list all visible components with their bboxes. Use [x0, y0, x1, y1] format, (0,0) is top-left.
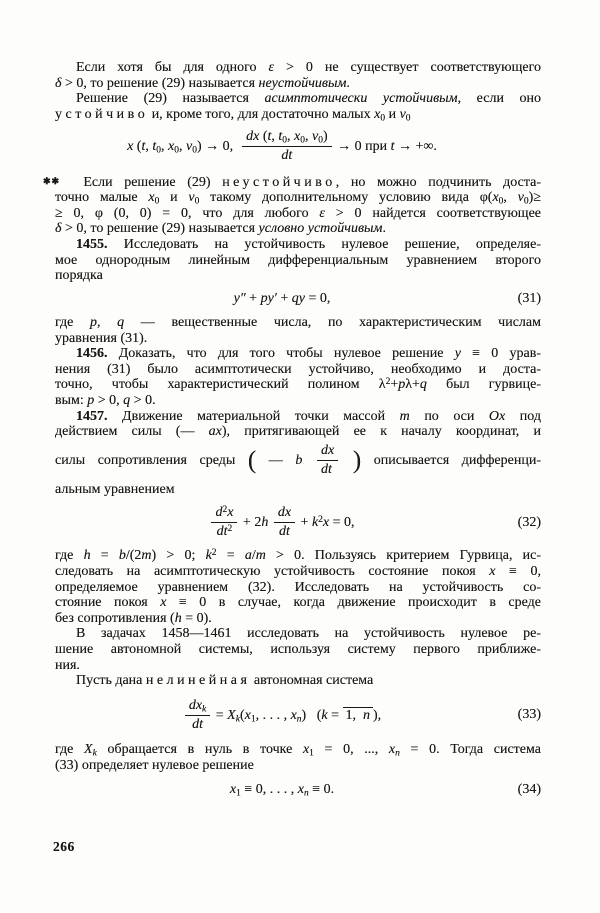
equation-32-body: $\frac{d^2x}{dt^2}$ + 2h $\frac{dx}{dt}$ + $k^2x = 0$, [209, 505, 354, 540]
paragraph-3-line-2: точно малые $x_0$ и $v_0$ такому дополнительному условию вида $\varphi(x_0$, $v_0)\ge$ [55, 190, 542, 207]
paragraph-8-line-5: без сопротивления (h = 0). [55, 610, 212, 626]
paragraph-2-line-1: Решение (29) называется асимптотически устойчивым, если оно [76, 91, 541, 107]
problem-1456-line-1: 1456. Доказать, что для того чтобы нулевое решение y ≡ 0 урав- [76, 346, 541, 362]
paragraph-1-line-1: Если хотя бы для одного ε > 0 не существует соответствующего [76, 60, 541, 75]
problem-1456-line-2: нения (31) было асимптотически устойчиво, необходимо и доста- [55, 361, 541, 377]
paragraph-11-line-1: где $X_k$ обращается в нуль в точке $x_1 = 0$, ..., $x_n = 0$. Тогда система [55, 742, 541, 759]
equation-34 [55, 780, 541, 800]
paragraph-5-line-2: уравнения (31). [55, 330, 148, 346]
paragraph-8-line-3: определяемое уравнением (32). Исследовать на устойчивость со- [55, 579, 541, 595]
equation-34-number: (34) [517, 782, 541, 798]
equation-31-number: (31) [517, 290, 541, 306]
problem-1455-line-1: 1455. Исследовать на устойчивость нулевое решение, определяе- [76, 236, 541, 252]
paragraph-10-line-1: Пусть дана нелинейная автономная система [76, 673, 374, 689]
text-block [43, 60, 542, 800]
paragraph-9-line-2: шение автономной системы, используя систему первого приближе- [55, 642, 541, 658]
problem-1457-line-4: альным уравнением [55, 481, 175, 497]
equation-32-number: (32) [517, 514, 541, 530]
page-number: 266 [53, 839, 75, 854]
problem-1456-line-4: вым: p > 0, q > 0. [55, 392, 156, 408]
paragraph-9-line-1: В задачах 1458—1461 исследовать на устойчивость нулевое ре- [76, 626, 541, 642]
paragraph-9-line-3: ния. [55, 657, 80, 673]
paragraph-8-line-2: следовать на асимптотическую устойчивость состояние покоя x ≡ 0, [55, 564, 541, 580]
paragraph-3-line-3: ≥ 0, φ (0, 0) = 0, что для любого ε > 0 найдется соответствующее [55, 205, 541, 221]
paragraph-8-line-1: где h = b/(2m) > 0; $k^2 = a/m > 0$. Пользуясь критерием Гурвица, ис- [55, 548, 541, 564]
paragraph-3-line-4: δ > 0, то решение (29) называется условно устойчивым. [55, 221, 386, 237]
problem-1455-line-3: порядка [55, 268, 103, 284]
problem-1455-line-2: мое однородным линейным дифференциальным уравнением второго [55, 252, 541, 268]
paragraph-5-line-1: где p, q — вещественные числа, по характеристическим числам [55, 314, 541, 330]
equation-31-body: y″ + py′ + qy = 0, [233, 290, 331, 306]
paragraph-11-line-2: (33) определяет нулевое решение [55, 757, 254, 773]
paragraph-3-line-1: ✱✱ Если решение (29) неустойчиво, но можно подчинить доста- [43, 174, 541, 190]
equation-33-number: (33) [517, 707, 541, 723]
equation-31 [55, 289, 541, 309]
problem-1457-line-3: силы сопротивления среды ( — b $\frac{dx}{dt}$ ) описывается дифференци- [55, 442, 542, 477]
display-formula-limit [55, 129, 541, 164]
equation-33-body: $\frac{dx_k}{dt}$ = $X_k(x_1$, . . . , $x_n$) (k = 1, n ), [183, 698, 381, 733]
problem-1456-line-3: точно, чтобы характеристический полином $\lambda^2+p\lambda+q$ был гурвице- [55, 377, 541, 393]
problem-1457-line-2: действием силы (— ax), притягивающей ее к началу координат, и [55, 424, 541, 440]
equation-33 [55, 698, 541, 733]
paragraph-2-line-2: устойчиво и, кроме того, для достаточно малых $x_0$ и $v_0$ [55, 106, 411, 124]
paragraph-1-line-2: δ > 0, то решение (29) называется неустойчивым. [55, 75, 350, 91]
equation-32 [55, 505, 541, 540]
equation-34-body: $x_1 \equiv 0$, . . . , $x_n \equiv 0$. [229, 782, 335, 799]
problem-1457-line-1: 1457. Движение материальной точки массой m по оси Ox под [76, 408, 541, 424]
display-formula-limit-body: x (t, $t_0$, $x_0$, $v_0) \to 0$, $\frac{dx (t, t_0, x_0, v_0)}{dt}$ → 0 при t → +∞. [127, 129, 437, 164]
paragraph-8-line-4: стояние покоя x ≡ 0 в случае, когда движение происходит в среде [55, 595, 541, 611]
